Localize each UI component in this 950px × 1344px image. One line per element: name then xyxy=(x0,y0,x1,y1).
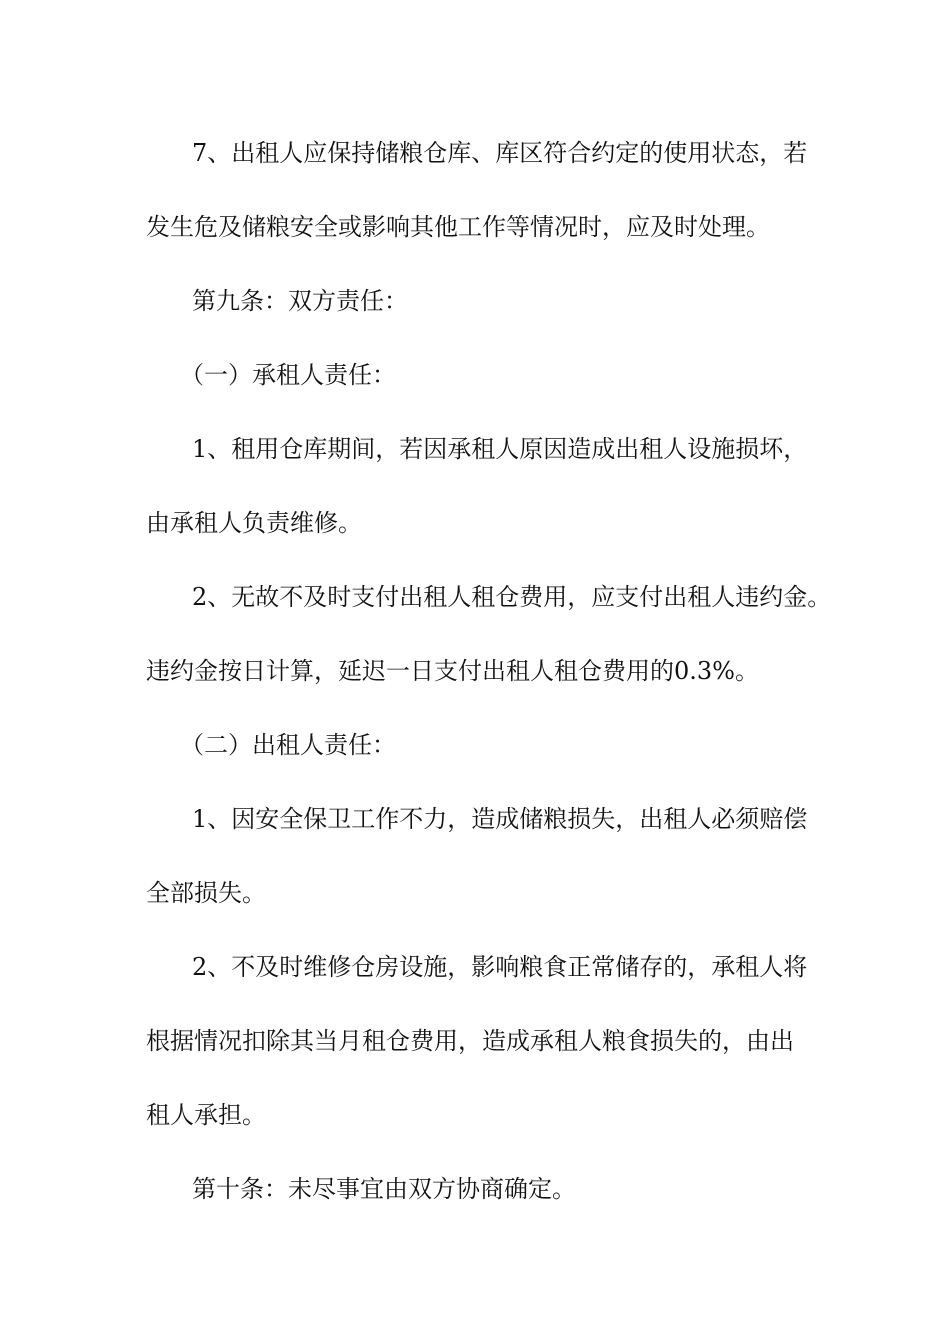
paragraph-line: 2、无故不及时支付出租人租仓费用，应支付出租人违约金。 xyxy=(192,583,832,611)
paragraph-line: 7、出租人应保持储粮仓库、库区符合约定的使用状态，若 xyxy=(192,139,808,167)
section-heading: （二）出租人责任： xyxy=(180,731,396,759)
article-heading: 第九条：双方责任： xyxy=(192,287,408,315)
paragraph-line: 根据情况扣除其当月租仓费用，造成承租人粮食损失的，由出 xyxy=(146,1027,794,1055)
article-heading: 第十条：未尽事宜由双方协商确定。 xyxy=(192,1175,576,1203)
paragraph-line: 租人承担。 xyxy=(146,1101,266,1129)
document-body xyxy=(146,127,832,1237)
paragraph-line: 1、因安全保卫工作不力，造成储粮损失，出租人必须赔偿 xyxy=(192,805,808,833)
paragraph-line: 全部损失。 xyxy=(146,879,266,907)
section-heading: （一）承租人责任： xyxy=(180,361,396,389)
paragraph-line: 1、租用仓库期间，若因承租人原因造成出租人设施损坏， xyxy=(192,435,808,463)
paragraph-line: 2、不及时维修仓房设施，影响粮食正常储存的，承租人将 xyxy=(192,953,808,981)
paragraph-line: 由承租人负责维修。 xyxy=(146,509,362,537)
paragraph-line: 违约金按日计算，延迟一日支付出租人租仓费用的0.3%。 xyxy=(146,657,759,685)
paragraph-line: 发生危及储粮安全或影响其他工作等情况时，应及时处理。 xyxy=(146,213,770,241)
